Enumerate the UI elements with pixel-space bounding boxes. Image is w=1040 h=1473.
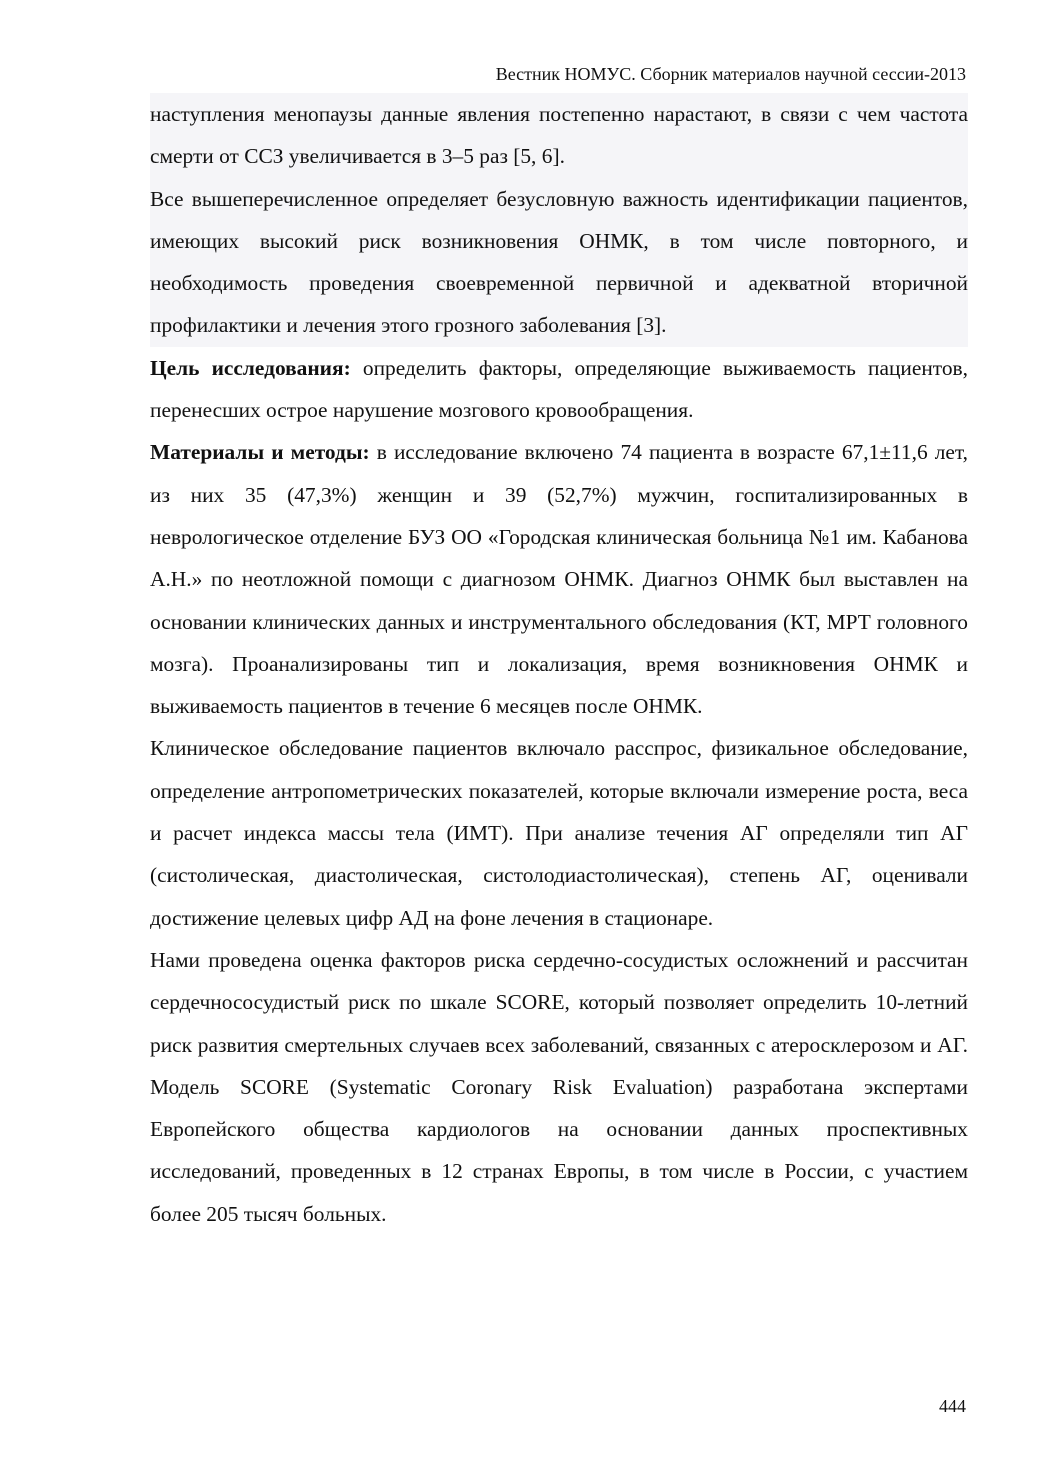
aim-heading: Цель исследования:	[150, 355, 351, 380]
paragraph-2-text: Все вышеперечисленное определяет безусловную важность идентификации пациентов, имеющих высокий риск возникновения ОНМК, в том числе повторного, и необходимость проведения своевременной первичной и адекватной вторичной профилактики и лечения этого грозного заболевания [3].	[150, 186, 968, 338]
aim-text: определить факторы, определяющие выживаемость пациентов, перенесших острое нарушение мозгового кровообращения.	[150, 355, 968, 423]
paragraph-2	[150, 178, 968, 347]
paragraph-1	[150, 93, 968, 178]
methods-heading: Материалы и методы:	[150, 440, 370, 465]
paragraph-score	[150, 939, 968, 1235]
paragraph-1-text: наступления менопаузы данные явления постепенно нарастают, в связи с чем частота смерти от ССЗ увеличивается в 3–5 раз [5, 6].	[150, 102, 968, 169]
page-number: 444	[939, 1396, 966, 1416]
body-text	[150, 93, 968, 1235]
paragraph-methods	[150, 431, 968, 727]
score-text: Нами проведена оценка факторов риска сердечно-сосудистых осложнений и рассчитан сердечнососудистый риск по шкале SCORE, который позволяет определить 10-летний риск развития смертельных случаев всех заболеваний, связанных с атеросклерозом и АГ. Модель SCORE (Systematic Coronary Risk Evaluation) разработана экспертами Европейского общества кардиологов на основании данных проспективных исследований, проведенных в 12 странах Европы, в том числе в России, с участием более 205 тысяч больных.	[150, 947, 968, 1226]
paragraph-aim	[150, 347, 968, 432]
shaded-block	[150, 93, 968, 347]
paragraph-clinical	[150, 727, 968, 938]
methods-text: в исследование включено 74 пациента в возрасте 67,1±11,6 лет, из них 35 (47,3%) женщин и 39 (52,7%) мужчин, госпитализированных в неврологическое отделение БУЗ ОО «Городская клиническая больница №1 им. Кабанова А.Н.» по неотложной помощи с диагнозом ОНМК. Диагноз ОНМК был выставлен на основании клинических данных и инструментального обследования (КТ, МРТ головного мозга). Проанализированы тип и локализация, время возникновения ОНМК и выживаемость пациентов в течение 6 месяцев после ОНМК.	[150, 440, 968, 719]
running-header: Вестник НОМУС. Сборник материалов научной сессии-2013	[495, 64, 966, 84]
clinical-text: Клиническое обследование пациентов включало расспрос, физикальное обследование, определение антропометрических показателей, которые включали измерение роста, веса и расчет индекса массы тела (ИМТ). При анализе течения АГ определяли тип АГ (систолическая, диастолическая, систолодиастолическая), степень АГ, оценивали достижение целевых цифр АД на фоне лечения в стационаре.	[150, 736, 968, 930]
